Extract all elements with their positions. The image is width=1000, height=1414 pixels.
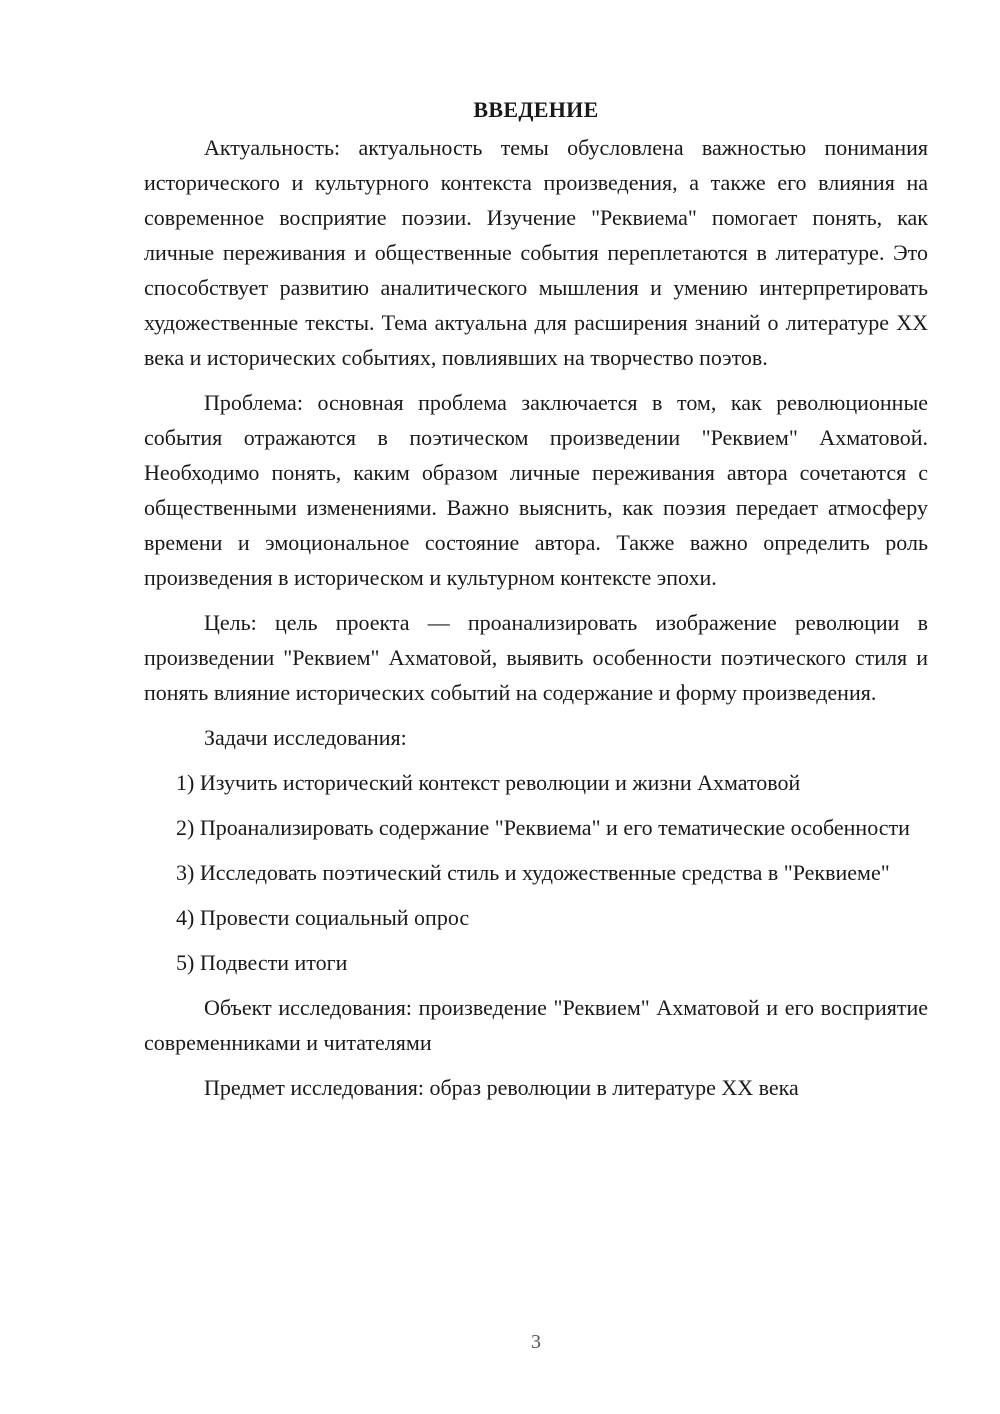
goal-paragraph: Цель: цель проекта — проанализировать изображение революции в произведении "Реквием" Ахматовой, выявить особенности поэтического стиля и понять влияние исторических событий на содержание и форму произведения. <box>144 610 928 705</box>
page-number: 3 <box>531 1331 541 1353</box>
problem-paragraph: Проблема: основная проблема заключается в том, как революционные события отражаются в поэтическом произведении "Реквием" Ахматовой. Необходимо понять, каким образом личные переживания автора сочетаются с общественными изменениями. Важно выяснить, как поэзия передает атмосферу времени и эмоциональное состояние автора. Также важно определить роль произведения в историческом и культурном контексте эпохи. <box>144 390 928 590</box>
tasks-list <box>144 765 928 980</box>
page-title: ВВЕДЕНИЕ <box>473 97 599 122</box>
list-item: 1) Изучить исторический контекст революции и жизни Ахматовой <box>176 770 801 795</box>
list-item: 5) Подвести итоги <box>176 950 348 975</box>
relevance-paragraph: Актуальность: актуальность темы обусловлена важностью понимания исторического и культурного контекста произведения, а также его влияния на современное восприятие поэзии. Изучение "Реквиема" помогает понять, как личные переживания и общественные события переплетаются в литературе. Это способствует развитию аналитического мышления и умению интерпретировать художественные тексты. Тема актуальна для расширения знаний о литературе XX века и исторических событиях, повлиявших на творчество поэтов. <box>144 135 928 370</box>
list-item: 3) Исследовать поэтический стиль и художественные средства в "Реквиеме" <box>176 860 890 885</box>
list-item: 4) Провести социальный опрос <box>176 905 470 930</box>
list-item: 2) Проанализировать содержание "Реквиема" и его тематические особенности <box>176 815 910 840</box>
document-page <box>144 92 928 1105</box>
subject-paragraph: Предмет исследования: образ революции в литературе XX века <box>204 1075 799 1100</box>
object-paragraph: Объект исследования: произведение "Реквием" Ахматовой и его восприятие современниками и читателями <box>144 995 928 1055</box>
tasks-heading: Задачи исследования: <box>204 725 407 750</box>
